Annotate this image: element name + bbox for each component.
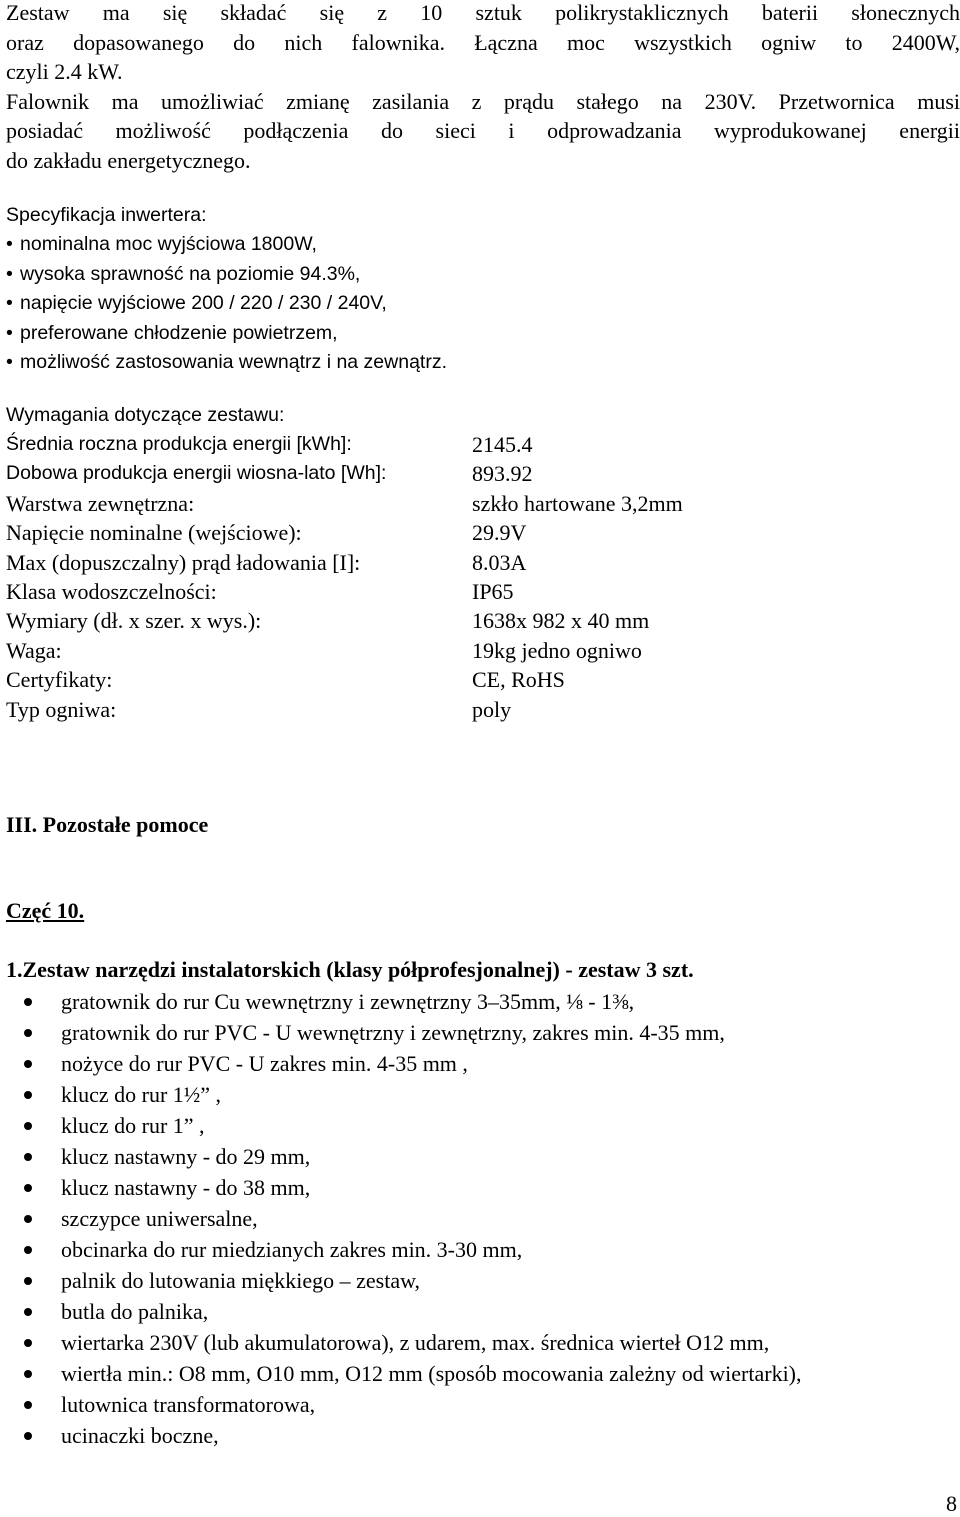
requirement-value: IP65 <box>472 578 514 604</box>
requirement-value: CE, RoHS <box>472 667 565 693</box>
spec-title: Specyfikacja inwertera: <box>6 204 207 226</box>
requirement-row <box>6 606 906 635</box>
requirement-label: Średnia roczna produkcja energii [kWh]: <box>6 433 352 455</box>
list-item: lutownica transformatorowa, <box>0 1389 802 1420</box>
inverter-spec <box>6 200 447 378</box>
requirement-label: Warstwa zewnętrzna: <box>6 490 195 516</box>
bullet-icon <box>24 1401 32 1409</box>
requirement-value: 2145.4 <box>472 432 533 457</box>
requirement-row <box>6 518 906 547</box>
intro-paragraph <box>6 0 960 175</box>
requirement-row <box>6 695 906 724</box>
requirement-label: Typ ogniwa: <box>6 696 117 722</box>
bullet-icon: • <box>6 262 13 285</box>
requirement-value: szkło hartowane 3,2mm <box>472 490 683 516</box>
bullet-icon <box>24 1432 32 1440</box>
requirement-value: 19kg jedno ogniwo <box>472 637 642 663</box>
requirement-row <box>6 548 906 577</box>
requirement-row <box>6 577 906 606</box>
requirement-value: 8.03A <box>472 549 527 575</box>
bullet-icon: • <box>6 292 13 314</box>
list-item: klucz do rur 1½” , <box>0 1079 802 1110</box>
list-item: klucz do rur 1” , <box>0 1110 802 1141</box>
list-item: gratownik do rur PVC - U wewnętrzny i zewnętrzny, zakres min. 4-35 mm, <box>0 1017 802 1048</box>
requirement-label: Certyfikaty: <box>6 667 113 693</box>
requirement-value: poly <box>472 696 512 722</box>
bullet-icon <box>24 1184 32 1192</box>
list-item: klucz nastawny - do 29 mm, <box>0 1141 802 1172</box>
requirements-title: Wymagania dotyczące zestawu: <box>6 404 285 426</box>
list-item: wiertarka 230V (lub akumulatorowa), z udarem, max. średnica wierteł O12 mm, <box>0 1327 802 1358</box>
list-item: szczypce uniwersalne, <box>0 1203 802 1234</box>
requirement-row <box>6 665 906 694</box>
page-number: 8 <box>946 1491 957 1516</box>
spec-item: • preferowane chłodzenie powietrzem, <box>6 319 447 349</box>
part-heading: Częć 10. <box>6 898 85 923</box>
toolset-title: 1.Zestaw narzędzi instalatorskich (klasy półprofesjonalnej) - zestaw 3 szt. <box>6 957 694 982</box>
requirement-value: 29.9V <box>472 520 527 546</box>
requirement-label: Klasa wodoszczelności: <box>6 578 217 604</box>
bullet-icon <box>24 1153 32 1161</box>
spec-list <box>6 230 447 378</box>
list-item: palnik do lutowania miękkiego – zestaw, <box>0 1265 802 1296</box>
list-item: klucz nastawny - do 38 mm, <box>0 1172 802 1203</box>
requirement-row <box>6 430 906 459</box>
list-item: ucinaczki boczne, <box>0 1420 802 1451</box>
intro-line: Zestaw ma się składać się z 10 sztuk polikrystaklicznych baterii słonecznych <box>6 0 960 25</box>
bullet-icon <box>24 1370 32 1378</box>
bullet-icon <box>24 1339 32 1347</box>
requirement-label: Dobowa produkcja energii wiosna-lato [Wh]: <box>6 462 387 485</box>
bullet-icon <box>24 1060 32 1068</box>
bullet-icon <box>24 1277 32 1285</box>
intro-line: oraz dopasowanego do nich falownika. Łączna moc wszystkich ogniw to 2400W, <box>6 29 960 55</box>
requirement-label: Waga: <box>6 637 62 663</box>
intro-line: czyli 2.4 kW. <box>6 59 123 84</box>
list-item: nożyce do rur PVC - U zakres min. 4-35 mm , <box>0 1048 802 1079</box>
bullet-icon <box>24 1029 32 1037</box>
bullet-icon <box>24 1122 32 1130</box>
bullet-icon <box>24 1308 32 1316</box>
bullet-icon <box>24 1091 32 1099</box>
section-heading: III. Pozostałe pomoce <box>6 812 209 837</box>
intro-line: do zakładu energetycznego. <box>6 147 251 173</box>
spec-item: • nominalna moc wyjściowa 1800W, <box>6 230 447 260</box>
list-item: wiertła min.: O8 mm, O10 mm, O12 mm (sposób mocowania zależny od wiertarki), <box>0 1358 802 1389</box>
intro-line: posiadać możliwość podłączenia do sieci i odprowadzania wyprodukowanej energii <box>6 118 960 143</box>
list-item: butla do palnika, <box>0 1296 802 1327</box>
bullet-icon <box>24 1215 32 1223</box>
list-item: gratownik do rur Cu wewnętrzny i zewnętrzny 3–35mm, ⅛ - 1⅜, <box>0 986 802 1017</box>
requirement-value: 1638x 982 x 40 mm <box>472 608 650 634</box>
requirement-label: Wymiary (dł. x szer. x wys.): <box>6 608 262 634</box>
intro-line: Falownik ma umożliwiać zmianę zasilania z prądu stałego na 230V. Przetwornica musi <box>6 88 960 114</box>
list-item: obcinarka do rur miedzianych zakres min. 3-30 mm, <box>0 1234 802 1265</box>
requirement-value: 893.92 <box>472 461 533 487</box>
requirement-label: Napięcie nominalne (wejściowe): <box>6 520 302 546</box>
requirement-row <box>6 459 906 488</box>
bullet-icon: • <box>6 233 13 255</box>
spec-item: • napięcie wyjściowe 200 / 220 / 230 / 240V, <box>6 289 447 319</box>
spec-item: • możliwość zastosowania wewnątrz i na zewnątrz. <box>6 348 447 378</box>
requirement-row <box>6 489 906 518</box>
requirements-table <box>6 400 906 724</box>
requirement-row <box>6 636 906 665</box>
bullet-icon: • <box>6 321 13 344</box>
tools-list <box>0 986 802 1451</box>
bullet-icon <box>24 1246 32 1254</box>
bullet-icon <box>24 998 32 1006</box>
bullet-icon: • <box>6 351 13 373</box>
spec-item: • wysoka sprawność na poziomie 94.3%, <box>6 260 447 290</box>
requirement-label: Max (dopuszczalny) prąd ładowania [I]: <box>6 549 361 575</box>
